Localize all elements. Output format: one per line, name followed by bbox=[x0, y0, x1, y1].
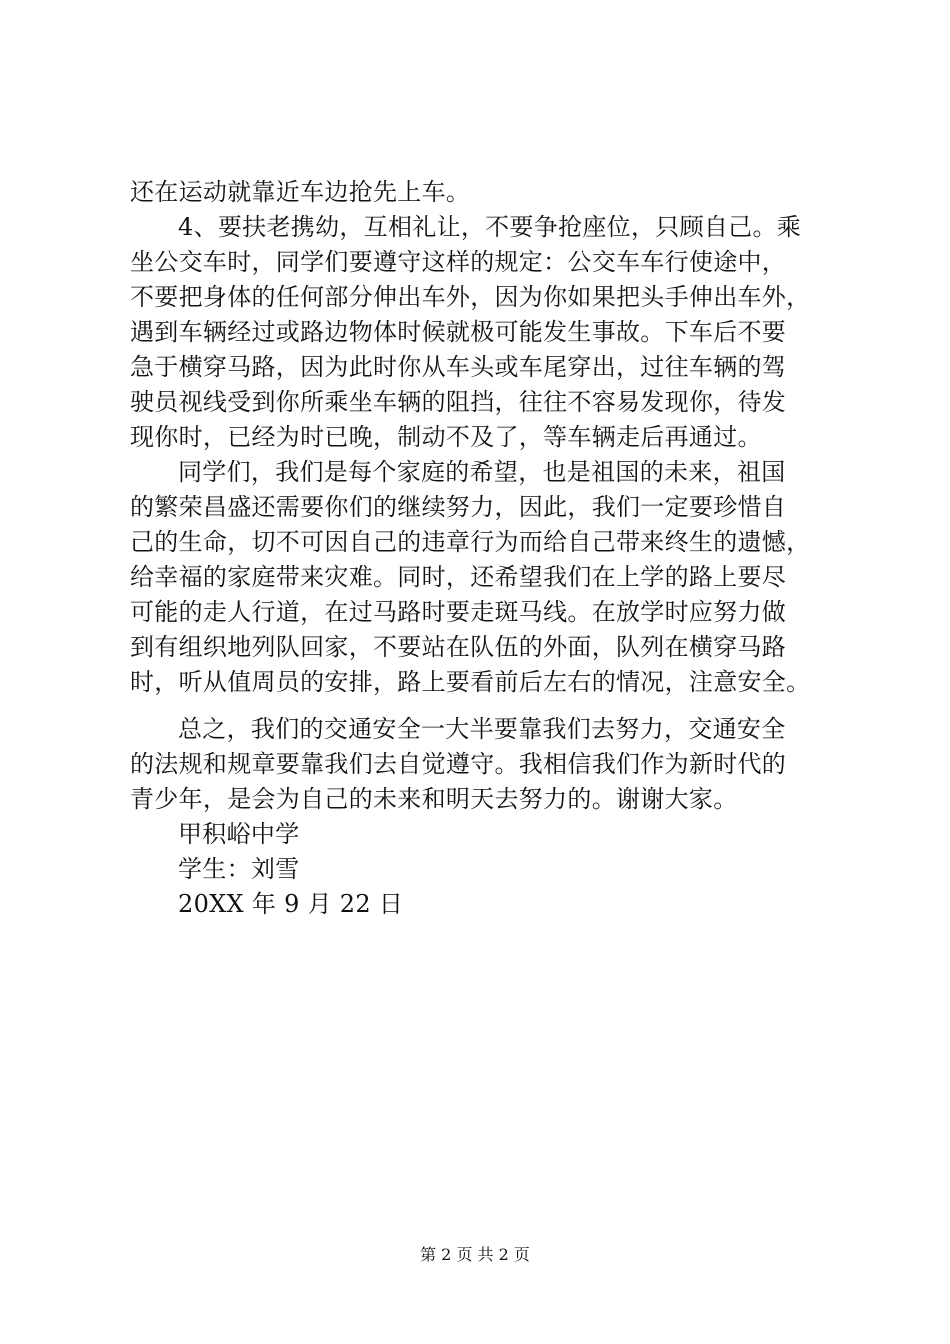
body-line: 时，听从值周员的安排，路上要看前后左右的情况，注意安全。 bbox=[130, 668, 811, 696]
body-line: 遇到车辆经过或路边物体时候就极可能发生事故。下车后不要 bbox=[130, 318, 787, 346]
school-name: 甲积峪中学 bbox=[178, 820, 300, 848]
body-line: 己的生命，切不可因自己的违章行为而给自己带来终生的遗憾， bbox=[130, 528, 811, 556]
body-line: 的法规和规章要靠我们去自觉遵守。我相信我们作为新时代的 bbox=[130, 750, 787, 778]
body-line: 不要把身体的任何部分伸出车外，因为你如果把头手伸出车外， bbox=[130, 283, 811, 311]
body-line: 还在运动就靠近车边抢先上车。 bbox=[130, 178, 471, 206]
body-line: 急于横穿马路，因为此时你从车头或车尾穿出，过往车辆的驾 bbox=[130, 353, 787, 381]
body-line: 的繁荣昌盛还需要你们的继续努力，因此，我们一定要珍惜自 bbox=[130, 493, 787, 521]
body-line: 总之，我们的交通安全一大半要靠我们去努力，交通安全 bbox=[178, 715, 786, 743]
body-line: 同学们，我们是每个家庭的希望，也是祖国的未来，祖国 bbox=[178, 458, 786, 486]
body-line: 可能的走人行道，在过马路时要走斑马线。在放学时应努力做 bbox=[130, 598, 787, 626]
page-footer: 第 2 页 共 2 页 bbox=[420, 1245, 530, 1264]
body-line: 现你时，已经为时已晚，制动不及了，等车辆走后再通过。 bbox=[130, 423, 762, 451]
body-line: 到有组织地列队回家，不要站在队伍的外面，队列在横穿马路 bbox=[130, 633, 787, 661]
student-name: 学生：刘雪 bbox=[178, 855, 300, 883]
body-line: 4、要扶老携幼，互相礼让，不要争抢座位，只顾自己。乘 bbox=[178, 213, 802, 241]
body-line: 青少年，是会为自己的未来和明天去努力的。谢谢大家。 bbox=[130, 785, 738, 813]
date: 20XX 年 9 月 22 日 bbox=[178, 890, 404, 918]
body-line: 坐公交车时，同学们要遵守这样的规定：公交车车行使途中， bbox=[130, 248, 787, 276]
body-line: 驶员视线受到你所乘坐车辆的阻挡，往往不容易发现你，待发 bbox=[130, 388, 787, 416]
body-line: 给幸福的家庭带来灾难。同时，还希望我们在上学的路上要尽 bbox=[130, 563, 787, 591]
